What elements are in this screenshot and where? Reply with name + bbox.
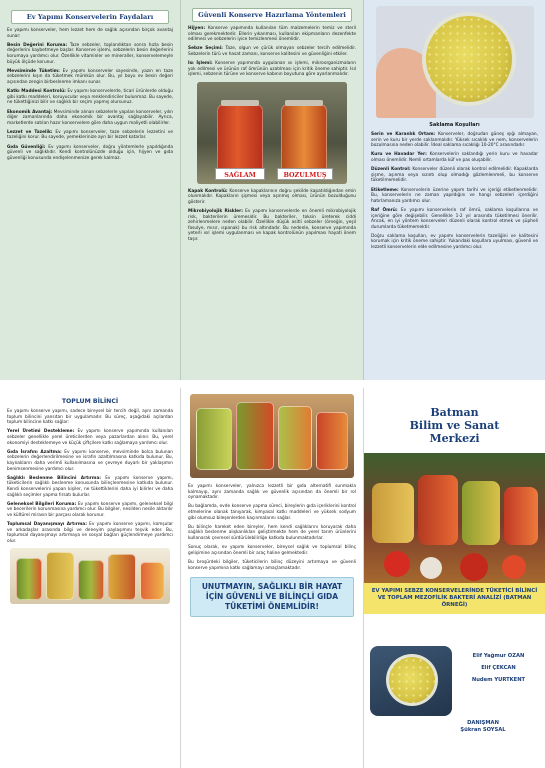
paragraph xyxy=(188,209,356,243)
paragraph xyxy=(7,28,173,39)
paragraph-heading: Gıda Güvenliği: xyxy=(7,144,46,150)
paragraph xyxy=(7,522,173,544)
paragraph-text: Ev yapımı konservelerde, ticari ürünlerde olduğu gibi katkı maddeleri, koruyucular veya renklendiriciler bulunmaz. Bu sayede, ne tükettiğinizi bilir ve sağlıklı bir seçim yapmış olursunuz. xyxy=(7,89,173,106)
paragraph-text: Konserve kapaklarının doğru şekilde kapatıldığından emin olunmalıdır. Kapakların şişmesi veya aşınmış olması, ürünün bozulduğunu gösterir. xyxy=(188,188,357,205)
petri-dish-shape xyxy=(422,12,516,106)
jars-comparison-photo xyxy=(197,82,347,184)
paragraph xyxy=(7,476,173,498)
community-column xyxy=(0,388,181,768)
paragraph xyxy=(188,545,356,556)
paragraph xyxy=(7,130,173,141)
paragraph xyxy=(7,145,173,162)
paragraph-text: Konserve yapımında kullanılan tüm malzemelerin temiz ve steril olması gerekmektedir. Ellerin yıkanması, kullanılan ekipmanların dezenfekte edilmesi ve sebzelerin iyice temizlenmesi önemlidir. xyxy=(188,26,356,43)
conclusion-column xyxy=(181,388,364,768)
author-name: Elif ÇEKCAN xyxy=(481,665,516,671)
paragraph xyxy=(7,69,173,86)
project-title: EV YAPIMI SEBZE KONSERVELERİNDE TÜKETİCİ BİLİNCİ VE TOPLAM MEZOFİLİK BAKTERİ ANALİZİ (BATMAN ÖRNEĞİ) xyxy=(364,583,545,614)
paragraph xyxy=(188,560,356,571)
intact-jar-label: SAĞLAM xyxy=(215,168,265,180)
paragraph xyxy=(371,167,538,184)
paragraph-text: Ev yapımı konserve yapımı, geleneksel bilgi ve becerilerin korunmasına yardımcı olur. Bu bilgiler, nesilden nesile aktarılır ve kültürel mirasın bir parçası olarak korunur. xyxy=(7,501,173,518)
paragraph-heading: Raf Ömrü: xyxy=(371,207,398,213)
safe-methods-column xyxy=(181,0,364,380)
benefits-title: Ev Yapımı Konservelerin Faydaları xyxy=(11,10,169,24)
school-name-line-1: Batman xyxy=(430,406,479,419)
paragraph-heading: Gıda İsrafını Azaltma: xyxy=(7,449,62,455)
paragraph-text: Bu bilinçle hareket eden bireyler, hem kendi sağlıklarını koruyarak daha sağlıklı beslenme alışkanlıkları geliştirmekte hem de yerel tarım ürünlerini kullanarak çevresel sürdürülebilirliğe katkıda bulunmaktadırlar. xyxy=(188,524,356,541)
paragraph-text: Ev yapımı konserve, mevsiminde bolca bulunan sebzelerin değerlendirilmesine ve israfın azaltılmasına katkıda bulunur. Bu, kaynakların daha verimli kullanılmasına ve çevreye duyarlı bir yaklaşımın benimsenmesine yardımcı olur. xyxy=(7,449,173,472)
benefits-column xyxy=(0,0,181,380)
paragraph xyxy=(7,429,173,446)
spoiled-jar-label: BOZULMUŞ xyxy=(277,168,333,180)
paragraph-heading: Ekonomik Avantaj: xyxy=(7,109,53,115)
paragraph-text: Sonuç olarak, ev yapımı konserveler, bireysel sağlık ve toplumsal bilinç gelişimine açısından önemli bir araç haline gelmektedir. xyxy=(188,545,356,556)
community-title: TOPLUM BİLİNCİ xyxy=(7,398,173,405)
paragraph-text: Ev yapımı konserve yapımı, komşular ve arkadaşlar arasında bilgi ve deneyim paylaşımını teşvik eder. Bu, toplumsal dayanışmayı artırmaya ve sosyal bağları güçlendirmeye yardımcı olur. xyxy=(7,522,173,544)
brochure-inside-panel xyxy=(0,0,545,380)
paragraph-heading: Serin ve Karanlık Ortam: xyxy=(371,132,436,137)
paragraph-heading: Yerel Üretimi Destekleme: xyxy=(7,429,75,435)
paragraph xyxy=(371,234,538,251)
safe-methods-title: Güvenli Konserve Hazırlama Yöntemleri xyxy=(192,8,352,22)
paragraph xyxy=(7,43,173,65)
cover-column xyxy=(364,388,545,768)
paragraph-heading: Toplumsal Dayanışmayı Artırma: xyxy=(7,522,87,528)
conclusion-paragraphs xyxy=(188,484,356,571)
vegetables-photo xyxy=(364,453,545,583)
paragraph xyxy=(188,61,356,78)
petri-dish-cover-photo xyxy=(370,646,452,716)
paragraph-text: Ev yapımı konserveler, hem lezzet hem de sağlık açısından birçok avantaj sunar: xyxy=(7,28,173,39)
paragraph-text: Ev yapımı konservelerde en önemli mikrobiyolojik risk, bakterilerin üremesidir. Bu bakteriler, toksin üreterek ciddi zehirlenmelere neden olabilir. Özellikle düşük asitli sebzeler (örneğin, yeşil fasulye, mısır, ıspanak) bu risk altındadır. Bu nedenle, konserve yapımında yeterli ısıl işlemi uygulanması ve kapak kontrolünün yapılması hayati önem taşır. xyxy=(188,208,357,242)
paragraph-heading: Geleneksel Bilgileri Koruma: xyxy=(7,501,77,507)
paragraph-heading: Kapak Kontrolü: xyxy=(188,188,228,194)
school-name-line-2: Bilim ve Sanat xyxy=(409,419,500,432)
safe-methods-paragraphs-b xyxy=(188,189,356,243)
paragraph-text: Ev yapımı konserveler sayesinde, yazın en taze sebzelerini kışın da tüketmek mümkün olur. Bu, yıl boyu ev besin değeri açısından zengin birbeslenme imkanı sunar. xyxy=(7,68,173,85)
school-name xyxy=(364,388,545,445)
safe-methods-paragraphs-a xyxy=(188,26,356,78)
paragraph-heading: Sağlıklı Beslenme Bilincini Artırma: xyxy=(7,475,101,481)
paragraph-text: Mevsiminde alınan sebzelerle yapılan konserveler, yılın diğer zamanlarında daha ekonomik bir avantaj sağlayabilir. Ayrıca, marketlerde satılan hazır konservelere göre daha uygun maliyetli olabilirler. xyxy=(7,109,173,126)
mixed-pickles-photo xyxy=(190,394,354,478)
paragraph-text: Bu broşürdeki bilgiler, tüketicilerin bilinç düzeyini artırmaya ve güvenli konserve yapımına katkı sağlamayı amaçlamaktadır. xyxy=(188,559,356,571)
paragraph xyxy=(371,188,538,205)
paragraph-text: Ev yapımı konserveler, doğru yöntemlerle yapıldığında güvenli ve sağlıklıdır. Kendi kontrolünüzde olduğu için, hijyen ve gıda güvenliği konusunda endişelenmenize gerek kalmaz. xyxy=(7,144,173,161)
storage-paragraphs xyxy=(371,132,538,251)
paragraph-text: Bu bağlamda, evde konserve yapma süreci, bireylerin gıda içeriklerini kontrol etmelerine olanak tanıyarak, kimyasal katkı maddeleri ve yüksek sodyum gibi olumsuz bileşenlerden kaçınmalarını sağlar. xyxy=(188,504,356,521)
paragraph-heading: Isı İşlemi: xyxy=(188,61,213,67)
paragraph-text: Ev yapımı konserve yapımı, tüketicilerin sağlıklı beslenme konusunda bilinçlenmesine katkıda bulunur. Kendi konservelerini yapan kişiler, ne tükettiklerini daha iyi bilirler ve daha sağlıklı seçimler yapma fırsatı bulurlar. xyxy=(7,475,173,498)
paragraph-text: Taze, olgun ve çürük olmayan sebzeler tercih edilmelidir. Sebzelerin türü ve hasat zamanı, konserve kalitesini ve güvenliğini etkiler. xyxy=(188,46,356,57)
paragraph-heading: Etiketleme: xyxy=(371,187,399,193)
paragraph-text: Doğru saklama koşulları, ev yapımı konservelerin tazeliğini ve kalitesini korumak için kritik öneme sahiptir. Yukarıdaki koşullara uyulması, güvenli ve lezzetli konservelerin elde edilmesine yardımcı olur. xyxy=(371,233,538,251)
advisor-name: Şükran SOYSAL xyxy=(460,727,506,733)
paragraph-text: Ev yapımı konserveler, taze sebzelerin lezzetini ve tazeliğini korur. Bu sayede, yemeklerinize ayrı bir lezzet katarlar. xyxy=(7,129,173,141)
benefits-paragraphs xyxy=(7,28,173,161)
advisor-block xyxy=(424,720,542,734)
paragraph-heading: Hijyen: xyxy=(188,26,206,31)
paragraph-text: Ev yapımı konserveler, yalnızca lezzetli bir gıda alternatifi sunmakla kalmayıp, aynı zamanda sağlık ve güvenlik açısından da önemli bir rol oynamaktadır. xyxy=(188,484,356,501)
paragraph-text: Ev yapımı konserve yapımı, sadece bireysel bir tercih değil, aynı zamanda toplum bilincini yansıtan bir uygulamadır. Bu süreç, aşağıdaki açılardan toplum bilincine katkı sağlar: xyxy=(7,409,173,426)
paragraph-text: Konservelerin saklandığı yerin kuru ve havadar olması önemlidir. Nemli ortamlarda küf ve pas oluşabilir. xyxy=(371,152,539,163)
pickle-jars-photo xyxy=(10,548,170,604)
paragraph-text: Konserve yapımında uygulanan ısı işlemi, mikroorganizmaların yok edilmesi ve ürünün raf ömrünün uzatılması için kritik öneme sahiptir. Isıl işlemi, sebzenin türüne ve konserve kabının boyutuna göre ayarlanmalıdır. xyxy=(188,61,356,78)
paragraph-heading: Katkı Maddesi Kontrolü: xyxy=(7,89,66,95)
reminder-callout: UNUTMAYIN, SAĞLIKLI BİR HAYAT İÇİN GÜVENLİ VE BİLİNÇLİ GIDA TÜKETİMİ ÖNEMLİDİR! xyxy=(190,577,354,617)
paragraph-heading: Düzenli Kontrol: xyxy=(371,167,411,173)
paragraph-heading: Mevsiminde Tüketim: xyxy=(7,68,60,74)
paragraph-text: Konservelerin üzerine yapım tarihi ve içeriği etiketlenmelidir. Bu, konservelerin ne zaman yapıldığını ve hangi sebzeleri içerdiğini hatırlamanıza yardımcı olur. xyxy=(371,187,538,204)
paragraph xyxy=(371,208,538,230)
paragraph xyxy=(371,132,538,149)
brochure-outside-panel xyxy=(0,388,545,768)
petri-dish-photo xyxy=(376,6,534,118)
author-list xyxy=(456,650,541,686)
paragraph xyxy=(188,525,356,542)
paragraph xyxy=(371,152,538,163)
school-name-line-3: Merkezi xyxy=(429,432,480,445)
author-name: Nudem YURTKENT xyxy=(471,677,526,683)
author-name: Elif Yağmur OZAN xyxy=(472,653,525,659)
paragraph xyxy=(7,502,173,519)
paragraph xyxy=(188,484,356,501)
paragraph-text: Konserveler düzenli olarak kontrol edilmelidir. Kapaklarda şişme, aşınma veya sızıntı olup olmadığı gözlemlenmeli, bu konserve tüketilmemelidir. xyxy=(371,167,539,184)
paragraph xyxy=(7,409,173,426)
paragraph-heading: Besin Değerini Koruma: xyxy=(7,42,68,48)
paragraph-heading: Mikrobiyolojik Riskler: xyxy=(188,208,243,214)
paragraph-text: Ev yapımı konservelerin raf ömrü, saklama koşullarına ve içeriğine göre değişebilir. Genellikle 1-2 yıl arasında tüketilmesi önerilir. Ancak, en iyi yöntem konserveleri düzenli olarak kontrol etmek ve şüpheli durumlarda tüketmemektir. xyxy=(371,207,538,230)
paragraph xyxy=(188,26,356,43)
paragraph-text: Taze sebzeler, toplandıktan sonra hızla besin değerlerini kaybetmeye başlar. Konserve işlemi, sebzelerin besin değerlerini korumaya yardımcı olur. Özellikle vitaminler ve mineraller, konservelemeyle büyük ölçüde korunur. xyxy=(7,42,173,65)
paragraph xyxy=(7,89,173,106)
advisor-role: DANIŞMAN xyxy=(467,720,499,726)
community-paragraphs xyxy=(7,409,173,544)
paragraph xyxy=(188,504,356,521)
paragraph xyxy=(188,189,356,206)
paragraph-heading: Sebze Seçimi: xyxy=(188,46,223,52)
paragraph-heading: Kuru ve Havadar Yer: xyxy=(371,152,427,158)
paragraph-text: Ev yapımı konserve yapımında kullanılan sebzeler genellikle yerel üreticilerden veya pazarlardan alınır. Bu, yerel ekonomiyi desteklemeye ve küçük çiftçilere katkı sağlamaya yardımcı olur. xyxy=(7,429,173,446)
paragraph-heading: Lezzet ve Tazelik: xyxy=(7,129,53,135)
paragraph xyxy=(188,46,356,57)
paragraph xyxy=(7,110,173,127)
storage-title: Saklama Koşulları xyxy=(429,122,480,128)
storage-column xyxy=(364,0,545,380)
paragraph-text: Konserveler, doğrudan güneş ışığı almayan, serin ve kuru bir yerde saklanmalıdır. Yüksek sıcaklık ve nem, konservelerin bozulmasına neden olabilir. İdeal saklama sıcaklığı 10-20°C arasındadır. xyxy=(371,132,538,149)
paragraph xyxy=(7,450,173,472)
